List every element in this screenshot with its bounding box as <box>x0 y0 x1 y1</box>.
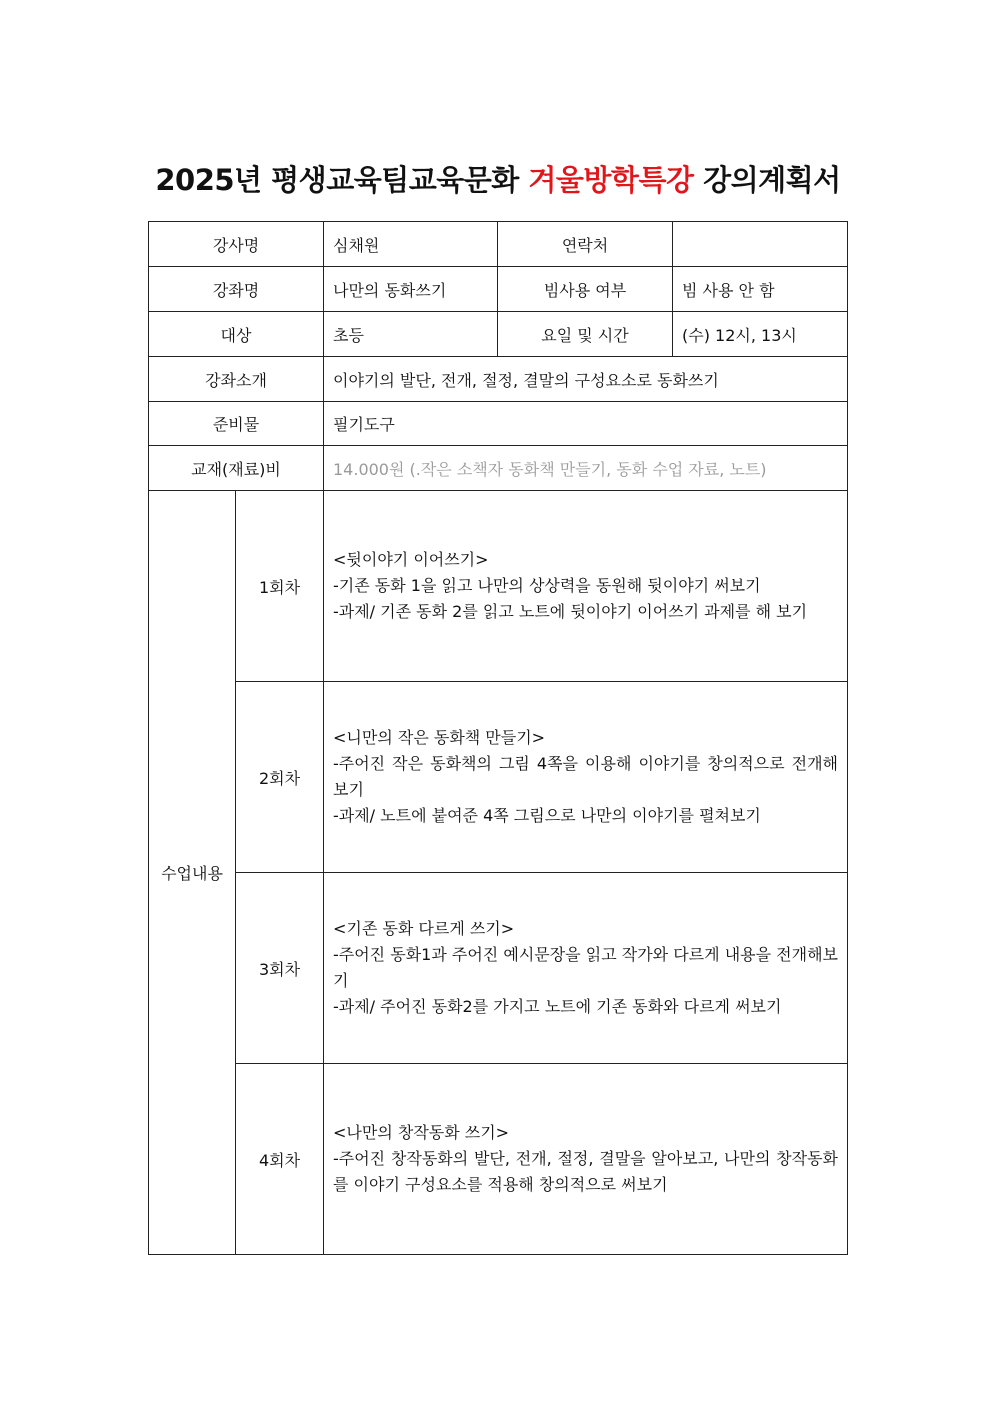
intro-label: 강좌소개 <box>149 357 324 402</box>
session-content <box>324 491 848 682</box>
session-row <box>149 682 848 873</box>
session-label: 3회차 <box>236 873 324 1064</box>
session-row <box>149 491 848 682</box>
instructor-label: 강사명 <box>149 222 324 267</box>
contact-label: 연락처 <box>498 222 673 267</box>
title-prefix: 2025년 평생교육팀교육문화 <box>155 163 529 197</box>
session-line: -주어진 창작동화의 발단, 전개, 절정, 결말을 알아보고, 나만의 창작동화를 이야기 구성요소를 적용해 창의적으로 써보기 <box>333 1149 838 1194</box>
row-course <box>149 267 848 312</box>
session-label: 2회차 <box>236 682 324 873</box>
lecture-plan-table <box>148 221 848 1255</box>
session-heading: <기존 동화 다르게 쓰기> <box>333 919 515 938</box>
target-label: 대상 <box>149 312 324 357</box>
row-intro <box>149 357 848 402</box>
session-heading: <나만의 창작동화 쓰기> <box>333 1123 510 1142</box>
row-instructor <box>149 222 848 267</box>
session-line: -과제/ 노트에 붙여준 4쪽 그림으로 나만의 이야기를 펼쳐보기 <box>333 806 761 825</box>
beam-value: 빔 사용 안 함 <box>673 267 848 312</box>
course-value: 나만의 동화쓰기 <box>324 267 498 312</box>
row-target <box>149 312 848 357</box>
target-value: 초등 <box>324 312 498 357</box>
fee-value: 14.000원 (.작은 소책자 동화책 만들기, 동화 수업 자료, 노트) <box>324 446 848 491</box>
session-line: -과제/ 주어진 동화2를 가지고 노트에 기존 동화와 다르게 써보기 <box>333 997 782 1016</box>
supplies-label: 준비물 <box>149 402 324 446</box>
instructor-value: 심채원 <box>324 222 498 267</box>
session-line: -주어진 동화1과 주어진 예시문장을 읽고 작가와 다르게 내용을 전개해보기 <box>333 945 838 990</box>
session-line: -과제/ 기존 동화 2를 읽고 노트에 뒷이야기 이어쓰기 과제를 해 보기 <box>333 602 808 621</box>
beam-label: 빔사용 여부 <box>498 267 673 312</box>
session-heading: <니만의 작은 동화책 만들기> <box>333 728 546 747</box>
course-label: 강좌명 <box>149 267 324 312</box>
session-line: -기존 동화 1을 읽고 나만의 상상력을 동원해 뒷이야기 써보기 <box>333 576 761 595</box>
intro-value: 이야기의 발단, 전개, 절정, 결말의 구성요소로 동화쓰기 <box>324 357 848 402</box>
time-label: 요일 및 시간 <box>498 312 673 357</box>
title-suffix: 강의계획서 <box>693 163 841 197</box>
session-line: -주어진 작은 동화책의 그림 4쪽을 이용해 이야기를 창의적으로 전개해 보기 <box>333 754 838 799</box>
content-label: 수업내용 <box>149 491 236 1255</box>
title-accent: 겨울방학특강 <box>528 163 694 197</box>
session-heading: <뒷이야기 이어쓰기> <box>333 550 489 569</box>
contact-value <box>673 222 848 267</box>
session-label: 4회차 <box>236 1064 324 1255</box>
document-title <box>148 158 848 199</box>
session-row <box>149 873 848 1064</box>
session-label: 1회차 <box>236 491 324 682</box>
row-supplies <box>149 402 848 446</box>
supplies-value: 필기도구 <box>324 402 848 446</box>
fee-label: 교재(재료)비 <box>149 446 324 491</box>
time-value: (수) 12시, 13시 <box>673 312 848 357</box>
session-content <box>324 682 848 873</box>
session-content <box>324 873 848 1064</box>
session-row <box>149 1064 848 1255</box>
session-content <box>324 1064 848 1255</box>
row-fee <box>149 446 848 491</box>
